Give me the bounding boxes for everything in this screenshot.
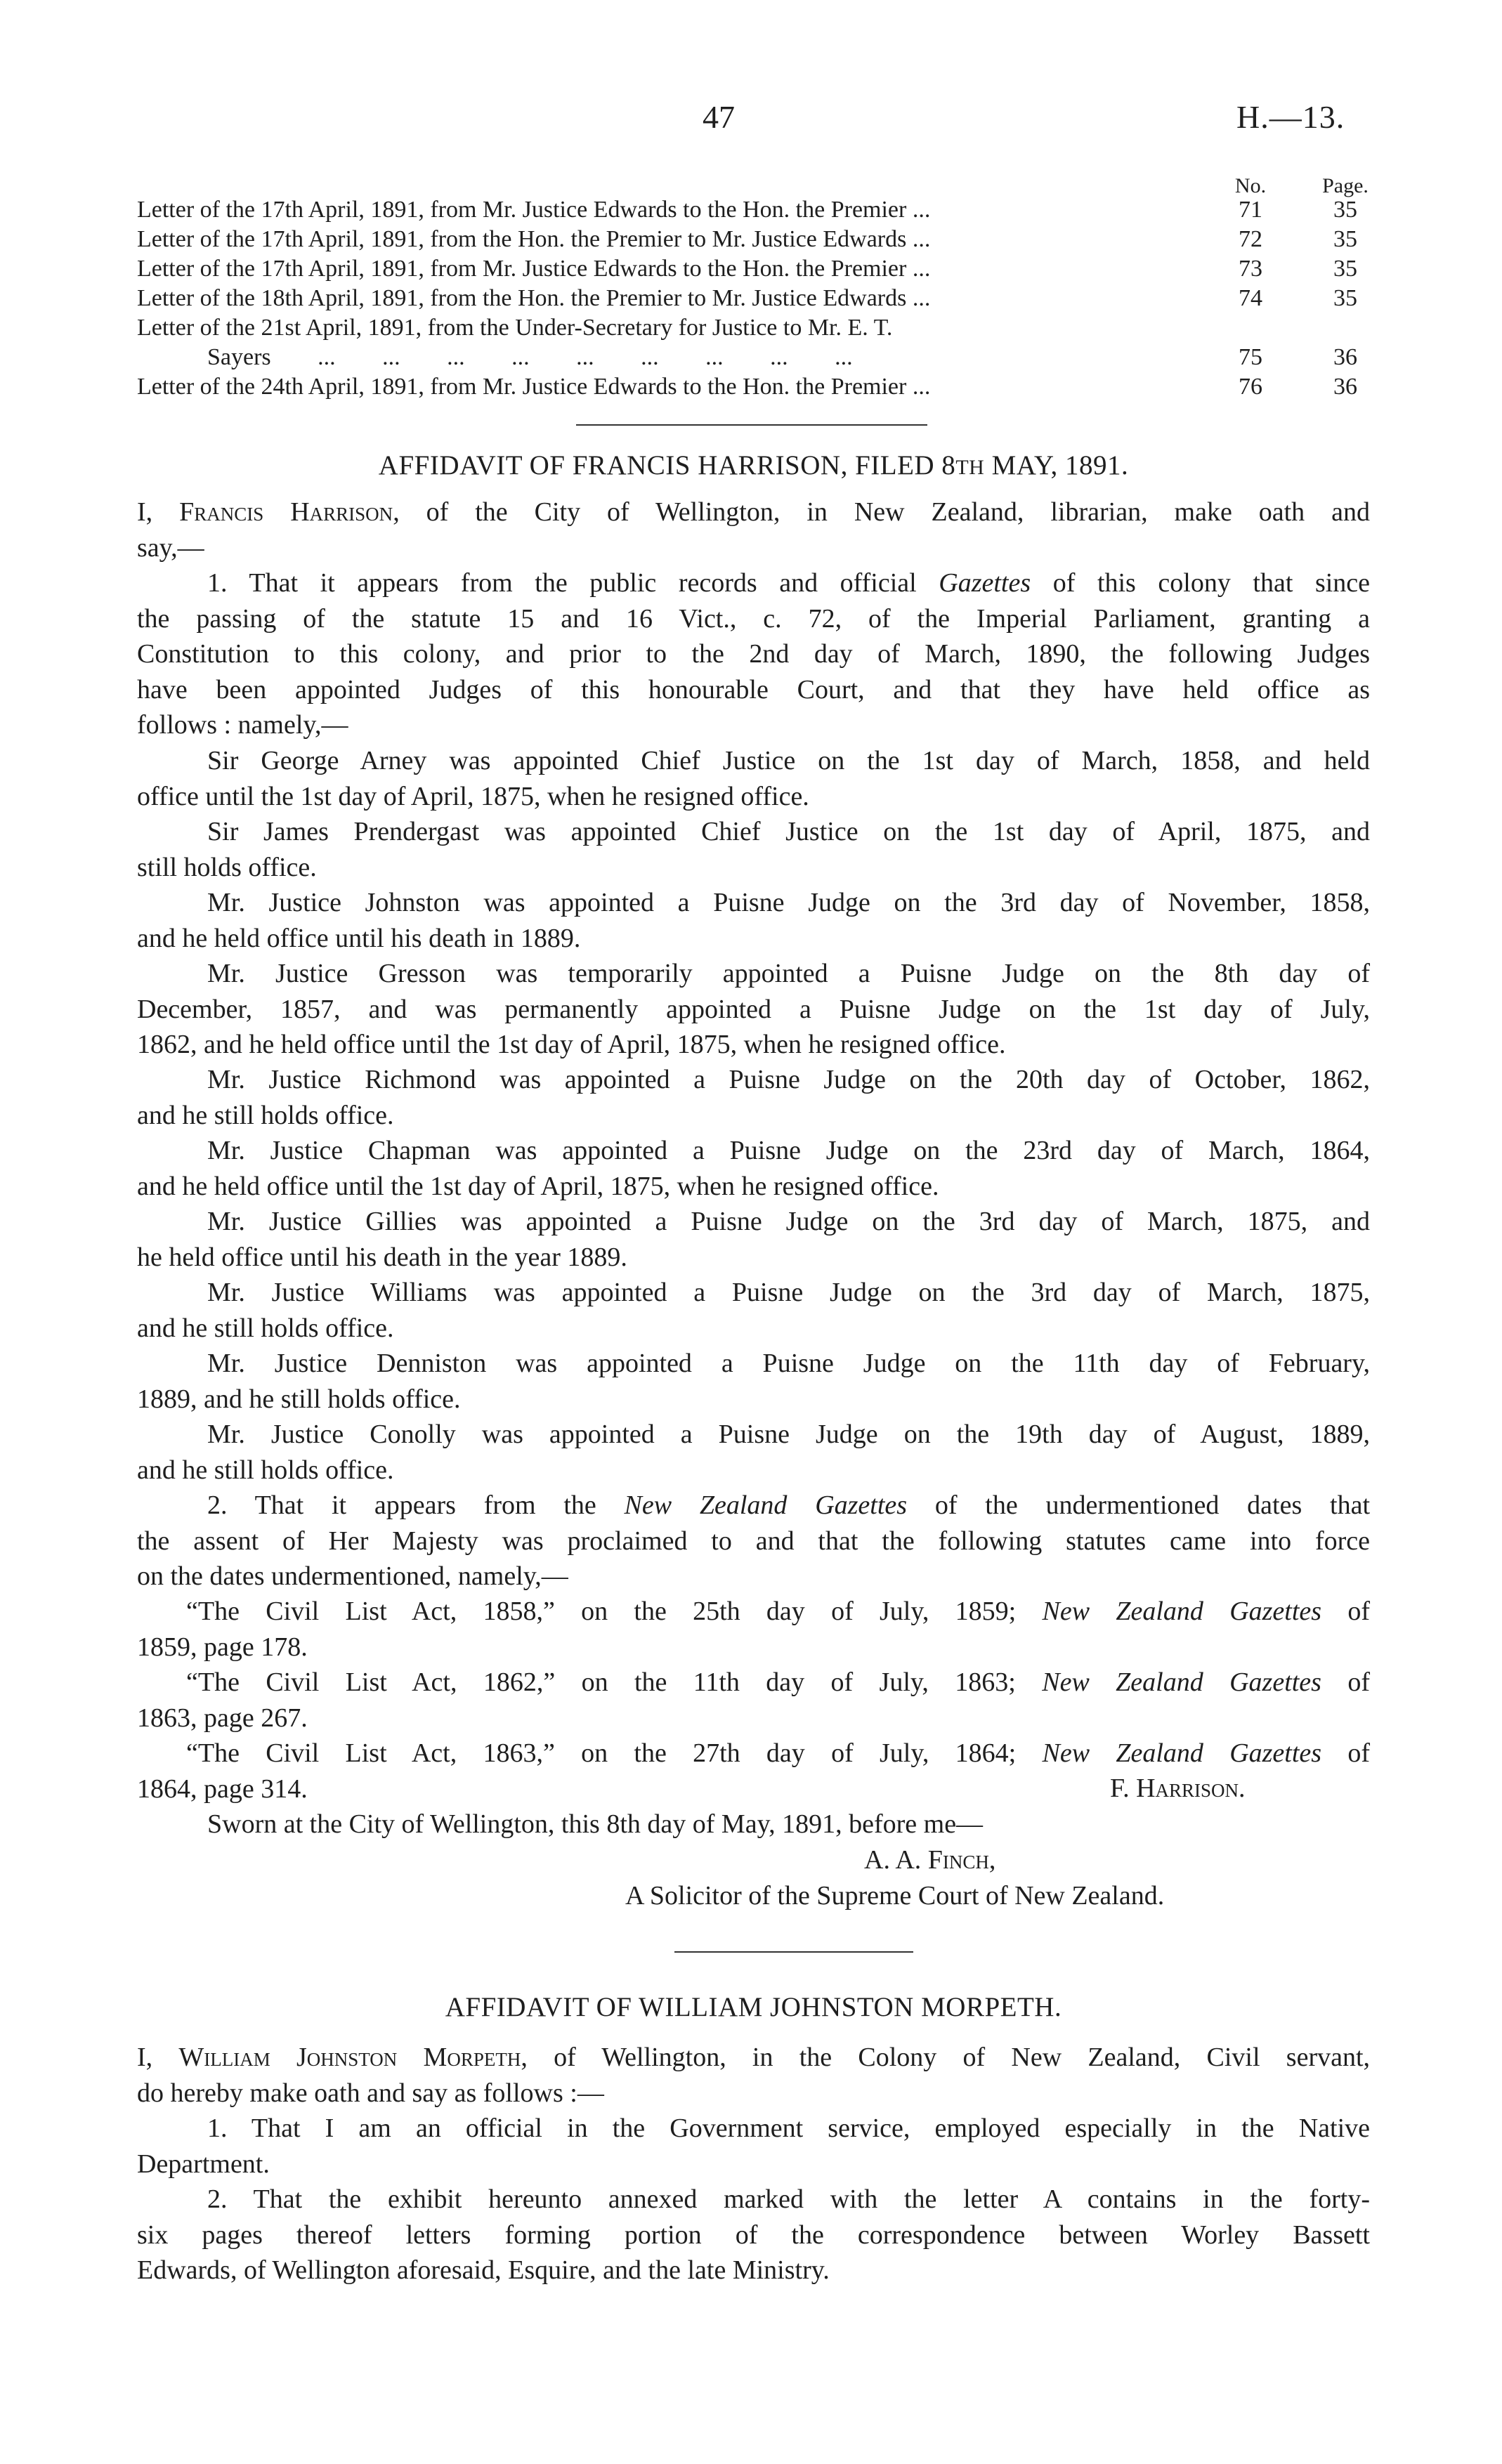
toc-row-no: 74 [1239, 285, 1262, 311]
judge-entry [137, 1275, 1370, 1346]
judge-line: and he still holds office. [137, 1100, 394, 1130]
p2-tail: of the undermentioned dates that [934, 1490, 1371, 1520]
toc-row-text: Letter of the 17th April, 1891, from the Hon. the Premier to Mr. Justice Edwards ... [137, 226, 931, 252]
toc-row-no: 75 [1239, 344, 1262, 370]
judge-entry [137, 1204, 1370, 1275]
intro-i: I, [137, 2043, 153, 2072]
toc-row [137, 374, 1370, 402]
affidavit-morpeth-title: AFFIDAVIT OF WILLIAM JOHNSTON MORPETH. [445, 1992, 1062, 2022]
judge-line: still holds office. [137, 852, 317, 882]
toc-page-header: Page. [1322, 174, 1369, 197]
toc-row [137, 197, 1370, 225]
toc-row-page: 35 [1333, 197, 1357, 223]
deponent-name: Francis Harrison [179, 497, 393, 527]
judge-entry [137, 1417, 1370, 1488]
judge-line: Mr. Justice Richmond was appointed a Puisne Judge on the 20th day of October, 1862, [207, 1065, 1370, 1094]
judge-line: Mr. Justice Denniston was appointed a Puisne Judge on the 11th day of February, [207, 1349, 1370, 1378]
act-line: 1864, page 314. [137, 1774, 308, 1804]
act-of: of [1347, 1667, 1370, 1697]
toc-row-page: 36 [1333, 374, 1357, 400]
judge-line: 1889, and he still holds office. [137, 1384, 461, 1414]
toc-row-text: Letter of the 21st April, 1891, from the Under-Secretary for Justice to Mr. E. T. [137, 315, 893, 341]
judge-line: and he held office until his death in 1889. [137, 923, 581, 953]
toc-row-page: 35 [1333, 226, 1357, 252]
act-of: of [1347, 1738, 1370, 1768]
morpeth-intro [137, 2040, 1370, 2111]
title-text: AFFIDAVIT OF FRANCIS HARRISON, FILED 8 [378, 450, 956, 480]
harrison-intro [137, 494, 1370, 565]
toc-row-no: 72 [1239, 226, 1262, 252]
intro-line: do hereby make oath and say as follows :— [137, 2078, 604, 2108]
toc-row-page: 35 [1333, 285, 1357, 311]
act-gazettes: New Zealand Gazettes [1042, 1597, 1322, 1626]
intro-line [137, 2040, 1370, 2076]
p2-start: 2. That it appears from the [207, 1490, 596, 1520]
witness-name: A. A. Finch, [864, 1845, 996, 1875]
act-text: “The Civil List Act, 1863,” on the 27th day of July, 1864; [186, 1738, 1017, 1768]
title-end: MAY, 1891. [984, 450, 1129, 480]
para-line: Department. [137, 2149, 270, 2179]
act-entry [137, 1594, 1370, 1665]
para-line: 2. That the exhibit hereunto annexed marked with the letter A contains in the forty- [207, 2184, 1370, 2214]
toc-row-no: 71 [1239, 197, 1262, 223]
act-line [137, 1736, 1370, 1771]
judge-entry [137, 885, 1370, 956]
act-gazettes: New Zealand Gazettes [1042, 1738, 1322, 1768]
judge-line: Sir George Arney was appointed Chief Justice on the 1st day of March, 1858, and held [207, 746, 1370, 775]
affidavit-harrison-title [137, 450, 1370, 481]
judge-line: Sir James Prendergast was appointed Chief Justice on the 1st day of April, 1875, and [207, 817, 1370, 846]
judge-entry [137, 1133, 1370, 1204]
para-line: follows : namely,— [137, 710, 348, 740]
judge-line: December, 1857, and was permanently appointed a Puisne Judge on the 1st day of July, [137, 994, 1370, 1024]
judge-line: Mr. Justice Gillies was appointed a Puisne Judge on the 3rd day of March, 1875, and [207, 1207, 1370, 1236]
p1-gazettes: Gazettes [939, 568, 1031, 598]
toc-no-header: No. [1234, 174, 1267, 197]
judge-line: Mr. Justice Conolly was appointed a Puisne Judge on the 19th day of August, 1889, [207, 1420, 1370, 1449]
toc-row-no: 76 [1239, 374, 1262, 400]
toc-row-text: Letter of the 17th April, 1891, from Mr. Justice Edwards to the Hon. the Premier ... [137, 197, 931, 223]
act-gazettes: New Zealand Gazettes [1042, 1667, 1321, 1697]
para-line: the passing of the statute 15 and 16 Vict., c. 72, of the Imperial Parliament, granting a [137, 603, 1370, 634]
act-text: “The Civil List Act, 1858,” on the 25th day of July, 1859; [186, 1597, 1017, 1626]
title-superscript: TH [955, 456, 985, 479]
deponent-name: William Johnston Morpeth [178, 2043, 521, 2072]
judge-entry [137, 1346, 1370, 1417]
judge-line: he held office until his death in the year 1889. [137, 1242, 627, 1272]
p2-gazettes: New Zealand Gazettes [624, 1490, 908, 1520]
act-line [137, 1665, 1370, 1700]
para-line: 1. That I am an official in the Government service, employed especially in the Native [207, 2114, 1370, 2143]
toc-row-no: 73 [1239, 256, 1262, 282]
document-reference: H.—13. [1236, 99, 1345, 135]
intro-rest: , of the City of Wellington, in New Zealand, librarian, make oath and [393, 497, 1370, 527]
intro-i: I, [137, 497, 153, 527]
sworn-statement: Sworn at the City of Wellington, this 8th day of May, 1891, before me— [207, 1809, 984, 1839]
judge-entry [137, 1062, 1370, 1133]
act-text: “The Civil List Act, 1862,” on the 11th day of July, 1863; [186, 1667, 1016, 1697]
judge-entry [137, 743, 1370, 814]
para-line: have been appointed Judges of this honourable Court, and that they have held office as [137, 674, 1370, 705]
judge-line: Mr. Justice Johnston was appointed a Puisne Judge on the 3rd day of November, 1858, [207, 888, 1370, 917]
para-line: on the dates undermentioned, namely,— [137, 1561, 568, 1591]
judge-line: Mr. Justice Williams was appointed a Puisne Judge on the 3rd day of March, 1875, [207, 1278, 1370, 1307]
page-number: 47 [703, 99, 735, 135]
toc-row-text: Sayers ... ... ... ... ... ... ... ... ... [207, 344, 853, 370]
judge-line: and he held office until the 1st day of April, 1875, when he resigned office. [137, 1171, 939, 1201]
toc-row-text: Letter of the 17th April, 1891, from Mr. Justice Edwards to the Hon. the Premier ... [137, 256, 931, 282]
intro-line: say,— [137, 532, 204, 563]
toc-row-page: 36 [1333, 344, 1357, 370]
harrison-paragraph-2 [137, 1488, 1370, 1594]
toc-row-text: Letter of the 24th April, 1891, from Mr. Justice Edwards to the Hon. the Premier ... [137, 374, 931, 400]
para-line: the assent of Her Majesty was proclaimed to and that the following statutes came into force [137, 1526, 1370, 1556]
toc-row-page: 35 [1333, 256, 1357, 282]
intro-line [137, 494, 1370, 530]
p1-tail: of this colony that since [1052, 568, 1371, 598]
morpeth-paragraph-1 [137, 2111, 1370, 2182]
p1-start: 1. That it appears from the public records and official [207, 568, 917, 598]
section-divider [674, 1951, 913, 1953]
act-line [137, 1594, 1370, 1630]
harrison-paragraph-1 [137, 565, 1370, 743]
toc-row [137, 226, 1370, 254]
witness-title: A Solicitor of the Supreme Court of New Zealand. [625, 1881, 1165, 1911]
intro-rest: , of Wellington, in the Colony of New Zealand, Civil servant, [521, 2043, 1371, 2072]
judge-line: and he still holds office. [137, 1313, 394, 1343]
judge-entry [137, 814, 1370, 885]
judge-line: Mr. Justice Gresson was temporarily appointed a Puisne Judge on the 8th day of [207, 959, 1370, 988]
judge-line: 1862, and he held office until the 1st day of April, 1875, when he resigned office. [137, 1030, 1006, 1059]
para-line: Constitution to this colony, and prior to the 2nd day of March, 1890, the following Judges [137, 639, 1370, 669]
para-line [137, 1488, 1370, 1523]
judge-line: Mr. Justice Chapman was appointed a Puisne Judge on the 23rd day of March, 1864, [207, 1136, 1370, 1165]
act-entry [137, 1665, 1370, 1736]
section-divider [576, 424, 927, 426]
judge-entry [137, 956, 1370, 1063]
para-line [137, 565, 1370, 601]
act-line: 1859, page 178. [137, 1632, 308, 1662]
toc-row [137, 256, 1370, 284]
para-line: six pages thereof letters forming portion of the correspondence between Worley Bassett [137, 2220, 1370, 2250]
act-line: 1863, page 267. [137, 1703, 308, 1733]
toc-row [137, 285, 1370, 313]
harrison-signature: F. Harrison. [1110, 1774, 1246, 1803]
para-line: Edwards, of Wellington aforesaid, Esquire, and the late Ministry. [137, 2255, 830, 2285]
toc-row [137, 344, 1370, 372]
toc-row-text: Letter of the 18th April, 1891, from the Hon. the Premier to Mr. Justice Edwards ... [137, 285, 931, 311]
judge-line: and he still holds office. [137, 1455, 394, 1485]
morpeth-paragraph-2 [137, 2182, 1370, 2288]
judge-line: office until the 1st day of April, 1875, when he resigned office. [137, 781, 809, 811]
toc-row [137, 315, 1370, 343]
act-of: of [1347, 1597, 1370, 1626]
